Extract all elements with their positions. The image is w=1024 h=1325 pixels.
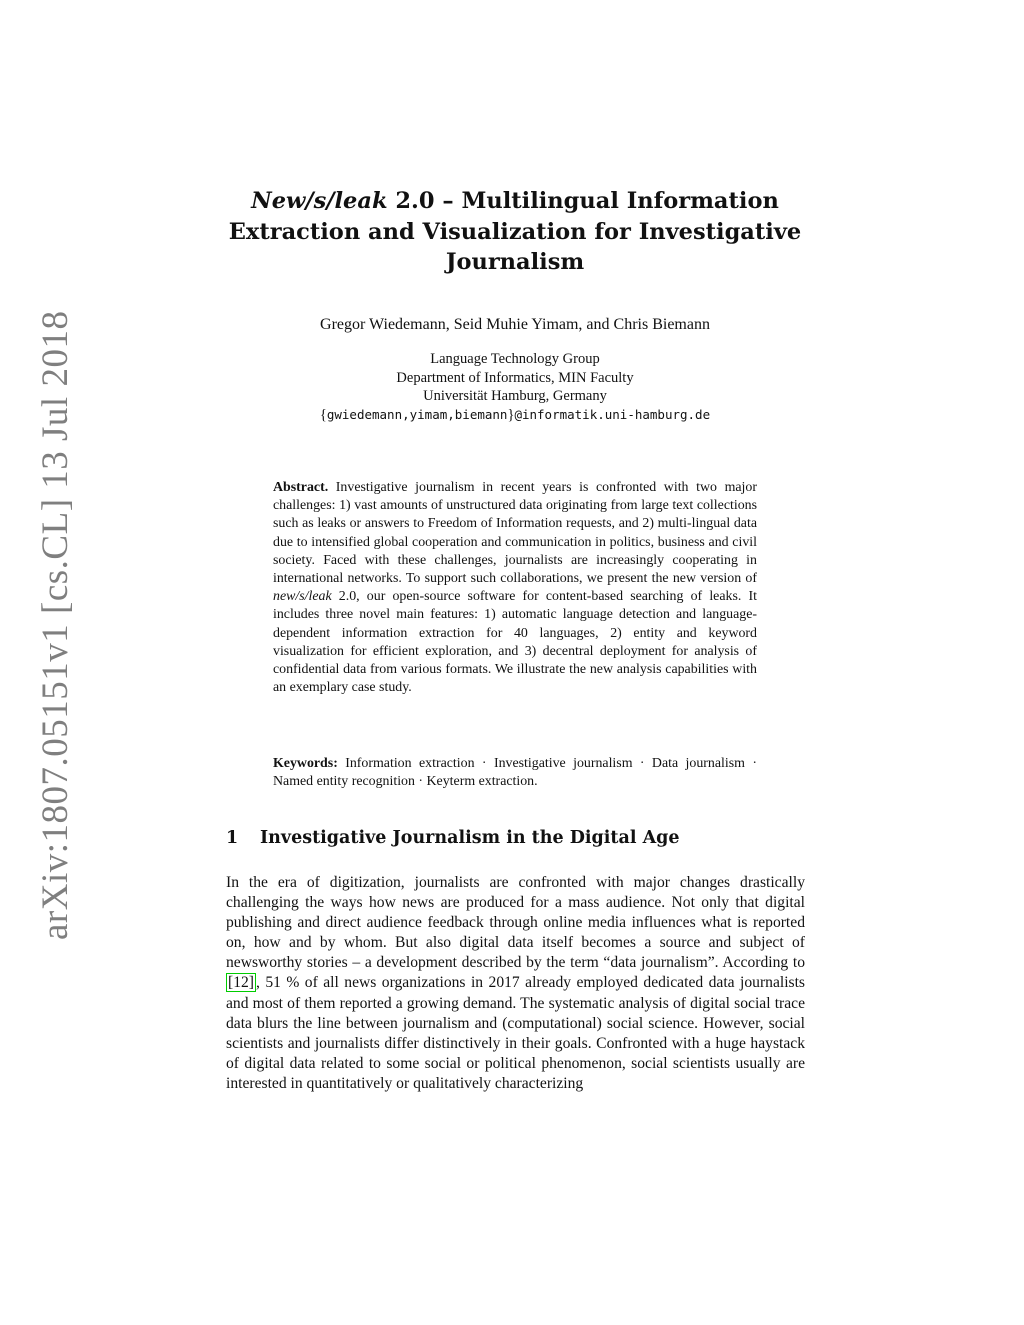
email-usernames: gwiedemann,yimam,biemann xyxy=(326,406,508,422)
section-title: Investigative Journalism in the Digital Age xyxy=(260,828,680,848)
email-domain: @informatik.uni-hamburg.de xyxy=(514,406,711,422)
citation-link[interactable]: [12] xyxy=(228,974,254,992)
keywords xyxy=(273,755,757,791)
body-text-1: In the era of digitization, journalists are confronted with major changes drastically challenging the ways how news are produced for a mass audience. Not only that digital publishing and direct audience feedback through online media influences what is reported on, how and by whom. But also digital data itself becomes a source and subject of newsworthy stories – a development described by the term “data journalism”. According to xyxy=(226,874,805,972)
affiliation-group: Language Technology Group xyxy=(430,351,600,367)
abstract-project-name: new/s/leak xyxy=(273,589,332,605)
paper-title xyxy=(200,186,830,278)
section-heading xyxy=(226,826,680,850)
affiliation-block xyxy=(200,350,830,424)
email-brace-close: } xyxy=(507,406,515,423)
affiliation-department: Department of Informatics, MIN Faculty xyxy=(396,369,634,386)
affiliation-university: Universität Hamburg, Germany xyxy=(423,388,607,404)
author-list: Gregor Wiedemann, Seid Muhie Yimam, and Chris Biemann xyxy=(320,316,710,333)
arxiv-identifier-stamp: arXiv:1807.05151v1 [cs.CL] 13 Jul 2018 xyxy=(35,310,76,940)
keywords-label: Keywords: xyxy=(273,756,338,771)
title-project-name: New/s/leak xyxy=(251,188,388,214)
abstract xyxy=(273,479,757,697)
abstract-text-1: Investigative journalism in recent years is confronted with two major challenges: 1) vast amounts of unstructured data originating from large text collections such as leaks or answers to Freedom of Information requests, and 2) multi-lingual data due to intensified global cooperation and communication in politics, business and civil society. Faced with these challenges, journalists are increasingly cooperating in international networks. To support such collaborations, we present the new version of xyxy=(273,480,757,587)
title-rest: 2.0 – Multilingual Information Extraction and Visualization for Investigative Journalism xyxy=(228,188,802,275)
body-text-2: , 51 % of all news organizations in 2017 already employed dedicated data journalists and most of them reported a growing demand. The systematic analysis of digital social trace data blurs the line between journalism and (computational) social science. However, social scientists and journalists differ distinctively in their goals. Confronted with a huge haystack of digital data related to some social or political phenomenon, social scientists usually are interested in quantitatively or qualitatively characterizing xyxy=(226,974,805,1092)
body-paragraph xyxy=(226,873,805,1094)
email-brace-open: { xyxy=(319,406,327,423)
abstract-text-2: 2.0, our open-source software for content-based searching of leaks. It includes three novel main features: 1) automatic language detection and language-dependent information extraction for 40 languages, 2) entity and keyword visualization for efficient exploration, and 3) decentral deployment for analysis of confidential data from various formats. We illustrate the new analysis capabilities with an exemplary case study. xyxy=(273,589,757,696)
section-number: 1 xyxy=(226,828,239,848)
keywords-text: Information extraction · Investigative journalism · Data journalism · Named entity recognition · Keyterm extraction. xyxy=(273,756,757,790)
author-emails xyxy=(200,406,830,425)
abstract-label: Abstract. xyxy=(273,480,329,495)
